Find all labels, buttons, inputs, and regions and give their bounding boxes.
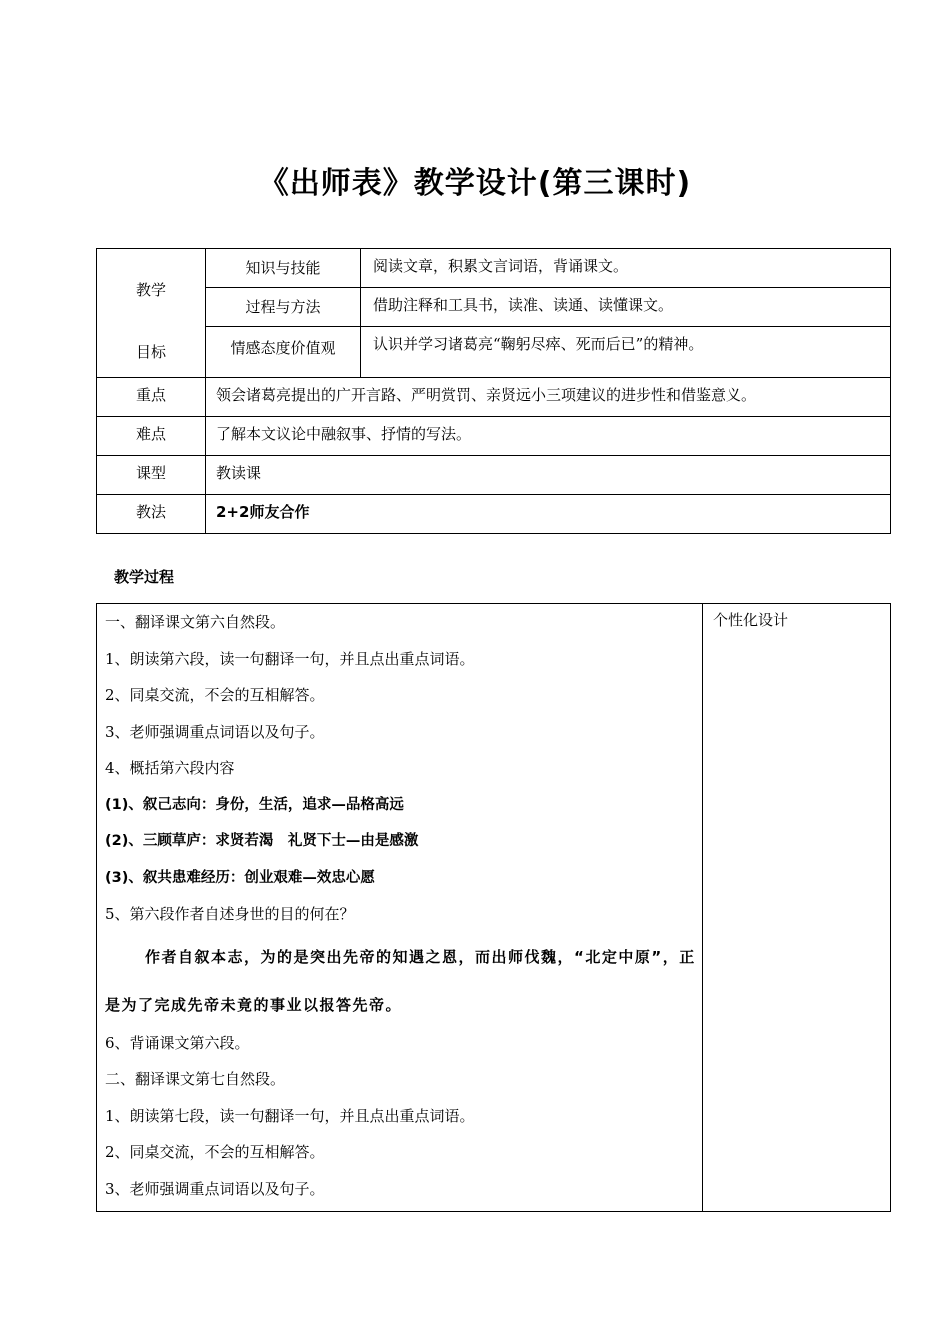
lesson-type-label: 课型: [97, 456, 206, 495]
process-line: 3、老师强调重点词语以及句子。: [105, 722, 325, 741]
difficulty-label: 难点: [97, 417, 206, 456]
process-heading: 教学过程: [114, 568, 175, 586]
process-line: 1、朗读第七段，读一句翻译一句，并且点出重点词语。: [105, 1106, 475, 1125]
process-line: 一、翻译课文第六自然段。: [105, 613, 286, 631]
teaching-process-table: [96, 603, 891, 1212]
goal-name-process: 过程与方法: [206, 288, 361, 327]
goal-value-knowledge: 阅读文章，积累文言词语，背诵课文。: [361, 249, 891, 288]
process-answer-paragraph: 作者自叙本志，为的是突出先帝的知遇之恩，而出师伐魏，“北定中原”，正是为了完成先帝未竟的事业以报答先帝。: [105, 947, 696, 1014]
key-point-label: 重点: [97, 378, 206, 417]
difficulty-value: 了解本文议论中融叙事、抒情的写法。: [206, 417, 891, 456]
personalized-design-cell: [703, 604, 891, 1212]
process-line: (2)、三顾草庐：求贤若渴 礼贤下士—由是感激: [105, 833, 419, 849]
process-line: 3、老师强调重点词语以及句子。: [105, 1179, 325, 1198]
goals-label-top: 教学: [135, 280, 166, 299]
process-line: 4、概括第六段内容: [105, 759, 235, 777]
document-title: 《出师表》教学设计(第三课时): [258, 166, 692, 201]
teaching-goals-table: [96, 248, 891, 534]
process-line: 2、同桌交流，不会的互相解答。: [105, 686, 325, 704]
lesson-type-value: 教读课: [206, 456, 891, 495]
key-point-value: 领会诸葛亮提出的广开言路、严明赏罚、亲贤远小三项建议的进步性和借鉴意义。: [206, 378, 891, 417]
goals-label-cell: [97, 249, 206, 378]
process-content-cell: [97, 604, 703, 1212]
goal-name-knowledge: 知识与技能: [206, 249, 361, 288]
process-line: 6、背诵课文第六段。: [105, 1033, 250, 1052]
method-value: 2+2师友合作: [206, 495, 891, 534]
process-line: 1、朗读第六段，读一句翻译一句，并且点出重点词语。: [105, 649, 475, 668]
personalized-design-label: 个性化设计: [713, 611, 789, 629]
process-line: (1)、叙己志向：身份，生活，追求—品格高远: [105, 796, 404, 813]
process-line: 5、第六段作者自述身世的目的何在？: [105, 905, 355, 923]
goal-value-process: 借助注释和工具书，读准、读通、读懂课文。: [361, 288, 891, 327]
goal-value-attitude: 认识并学习诸葛亮“鞠躬尽瘁、死而后已”的精神。: [361, 327, 891, 378]
process-line: 2、同桌交流，不会的互相解答。: [105, 1143, 325, 1161]
process-line: 二、翻译课文第七自然段。: [105, 1070, 286, 1088]
goals-label-bottom: 目标: [135, 342, 166, 361]
process-line: (3)、叙共患难经历：创业艰难—效忠心愿: [105, 869, 375, 886]
goal-name-attitude: 情感态度价值观: [206, 327, 361, 378]
method-label: 教法: [97, 495, 206, 534]
